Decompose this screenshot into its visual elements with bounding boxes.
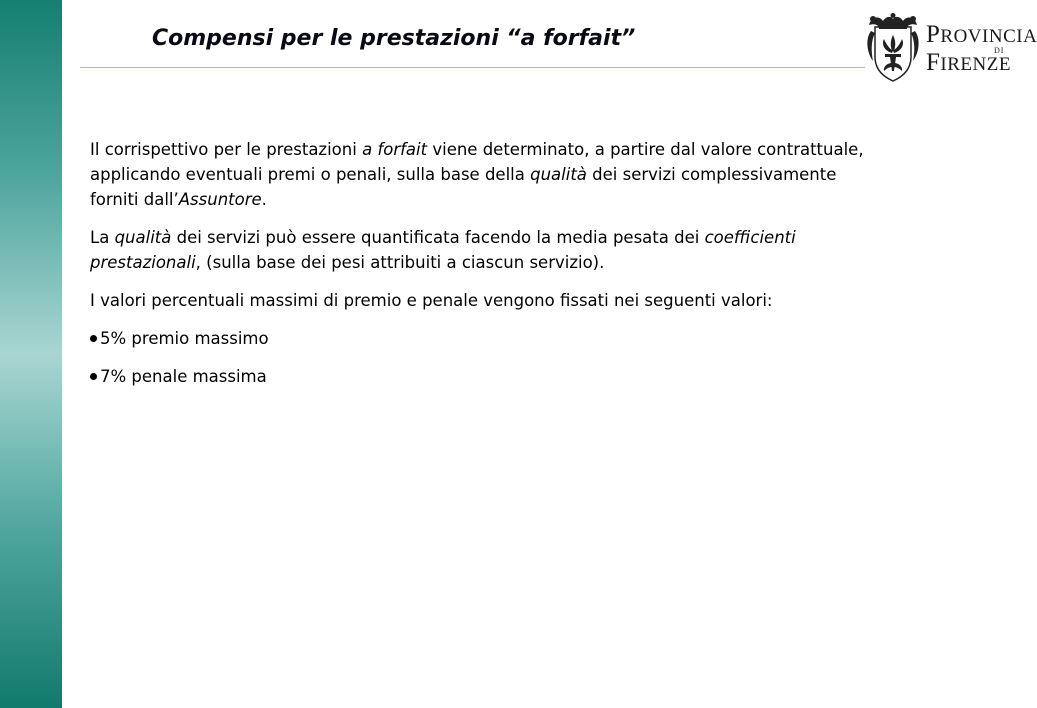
text-run: , (sulla base dei pesi attribuiti a ciascun servizio).	[195, 253, 605, 272]
text-run: viene determinato, a partire dal valore contrattuale, applicando eventuali premi o penali, sulla base della	[90, 140, 864, 184]
logo-word-provincia: ROVINCIA	[940, 26, 1037, 47]
text-run: La	[90, 228, 115, 247]
text-run: dei servizi può essere quantificata facendo la media pesata dei	[171, 228, 705, 247]
bullet-text: 7% penale massima	[100, 367, 267, 386]
logo-word-firenze: IRENZE	[940, 54, 1011, 75]
text-run-italic: qualità	[530, 165, 587, 184]
slide-title: Compensi per le prestazioni “a forfait”	[152, 26, 636, 51]
bullet-dot-icon	[90, 335, 97, 342]
bullet-dot-icon	[90, 373, 97, 380]
logo-initial-p: P	[926, 21, 941, 48]
paragraph-valori: I valori percentuali massimi di premio e penale vengono fissati nei seguenti valori:	[90, 291, 773, 310]
text-run-italic: a forfait	[362, 140, 428, 159]
paragraph-corrispettivo	[90, 137, 890, 212]
bullet-text: 5% premio massimo	[100, 329, 269, 348]
paragraph-qualita	[90, 225, 890, 275]
text-run-italic: Assuntore	[178, 190, 262, 209]
provincia-di-firenze-wordmark	[926, 21, 1037, 76]
text-run: Il corrispettivo per le prestazioni	[90, 140, 363, 159]
text-run: dei servizi complessivamente forniti dall’	[90, 165, 837, 209]
text-run-italic: qualità	[114, 228, 172, 247]
logo-word-di: DI	[994, 46, 1005, 55]
logo-initial-f: F	[926, 49, 941, 76]
side-gradient-band	[0, 0, 62, 708]
title-underline	[80, 67, 865, 68]
text-run-italic: coefficienti prestazionali	[90, 228, 796, 272]
text-run: .	[261, 190, 267, 209]
bullet-item	[90, 326, 890, 351]
slide-body	[90, 137, 890, 402]
bullet-item	[90, 364, 890, 389]
